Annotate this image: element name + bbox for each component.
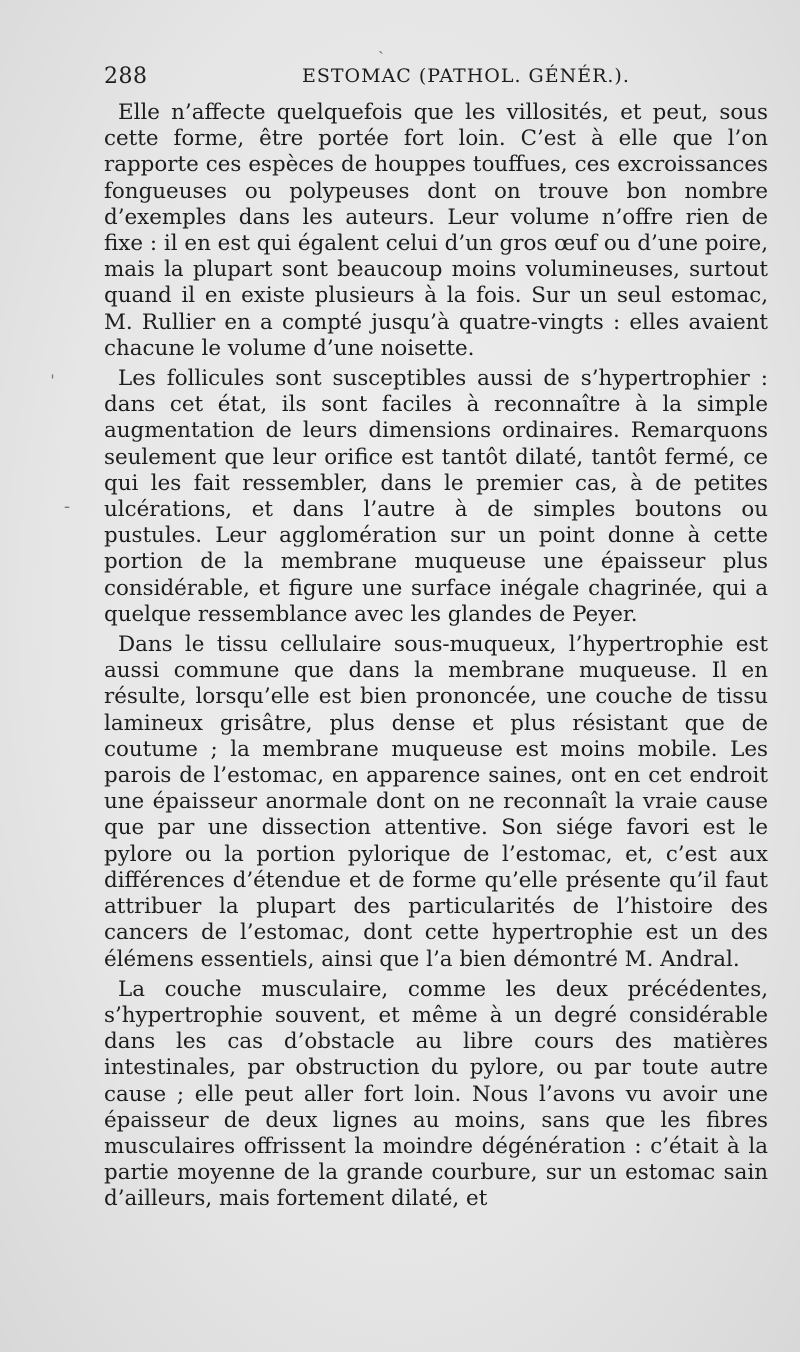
paragraph: La couche musculaire, comme les deux précédentes, s’hypertrophie souvent, et même à un degré considérable dans les cas d’obstacle au libre cours des matières intestinales, par obstruction du pylore, ou par toute autre cause ; elle peut aller fort loin. Nous l’avons vu avoir une épaisseur de deux lignes au moins, sans que les fibres musculaires offrissent la moindre dégénération : c’était à la partie moyenne de la grande courbure, sur un estomac sain d’ailleurs, mais fortement dilaté, et <box>104 976 768 1212</box>
paragraph: Dans le tissu cellulaire sous-muqueux, l’hypertrophie est aussi commune que dans la membrane muqueuse. Il en résulte, lorsqu’elle est bien prononcée, une couche de tissu lamineux grisâtre, plus dense et plus résistant que de coutume ; la membrane muqueuse est moins mobile. Les parois de l’estomac, en apparence saines, ont en cet endroit une épaisseur anormale dont on ne reconnaît la vraie cause que par une dissection attentive. Son siége favori est le pylore ou la portion pylorique de l’estomac, et, c’est aux différences d’étendue et de forme qu’elle présente qu’il faut attribuer la plupart des particularités de l’histoire des cancers de l’estomac, dont cette hypertrophie est un des élémens essentiels, ainsi que l’a bien démontré M. Andral. <box>104 632 768 972</box>
body-text <box>104 100 768 1217</box>
page-number: 288 <box>104 64 148 89</box>
paper-speck: ˎ <box>378 34 384 55</box>
margin-mark: ˈ <box>50 372 55 393</box>
running-title: ESTOMAC (PATHOL. GÉNÉR.). <box>302 65 630 87</box>
paragraph: Les follicules sont susceptibles aussi de s’hypertrophier : dans cet état, ils sont faciles à reconnaître à la simple augmentation de leurs dimensions ordinaires. Remarquons seulement que leur orifice est tantôt dilaté, tantôt fermé, ce qui les fait ressembler, dans le premier cas, à de petites ulcérations, et dans l’autre à de simples boutons ou pustules. Leur agglomération sur un point donne à cette portion de la membrane muqueuse une épaisseur plus considérable, et figure une surface inégale chagrinée, qui a quelque ressemblance avec les glandes de Peyer. <box>104 366 768 627</box>
margin-mark: - <box>64 496 71 517</box>
page-header <box>104 64 764 98</box>
paragraph: Elle n’affecte quelquefois que les villosités, et peut, sous cette forme, être portée fort loin. C’est à elle que l’on rapporte ces espèces de houppes touffues, ces excroissances fongueuses ou polypeuses dont on trouve bon nombre d’exemples dans les auteurs. Leur volume n’offre rien de fixe : il en est qui égalent celui d’un gros œuf ou d’une poire, mais la plupart sont beaucoup moins volumineuses, surtout quand il en existe plusieurs à la fois. Sur un seul estomac, M. Rullier en a compté jusqu’à quatre-vingts : elles avaient chacune le volume d’une noisette. <box>104 100 768 361</box>
